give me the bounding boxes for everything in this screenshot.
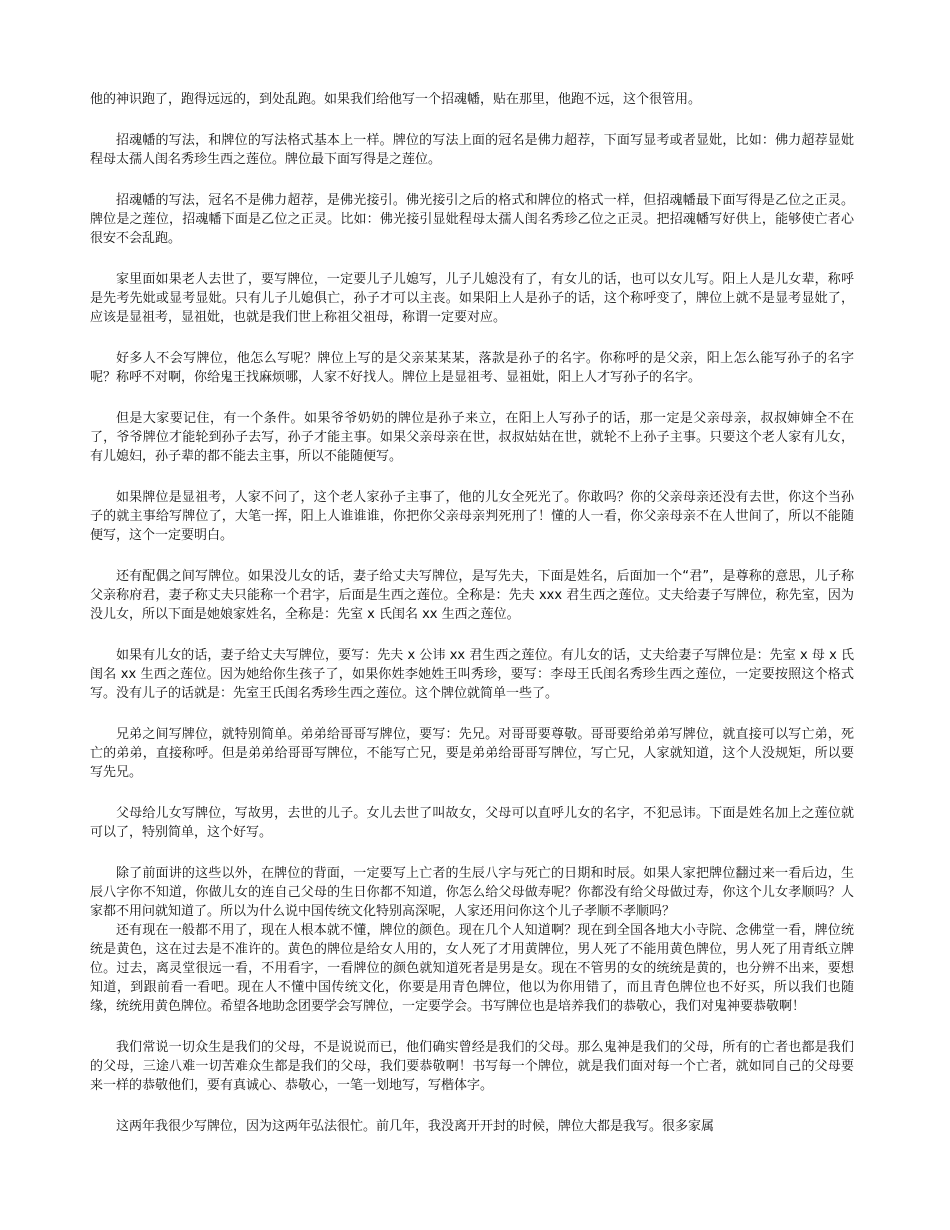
paragraph: 除了前面讲的这些以外，在牌位的背面，一定要写上亡者的生辰八字与死亡的日期和时辰。如果人家把牌位翻过来一看后边，生辰八字你不知道，你做儿女的连自己父母的生日你都不知道，你怎么给父母做寿呢？你都没有给父母做过寿，你这个儿女孝顺吗？人家都不用问就知道了。所以为什么说中国传统文化特别高深呢，人家还用问你这个儿子孝顺不孝顺吗？ [90, 866, 854, 919]
paragraph: 他的神识跑了，跑得远远的，到处乱跑。如果我们给他写一个招魂幡，贴在那里，他跑不远，这个很管用。 [90, 92, 702, 107]
paragraph: 兄弟之间写牌位，就特别简单。弟弟给哥哥写牌位，要写：先兄。对哥哥要尊敬。哥哥要给弟弟写牌位，就直接可以写亡弟，死亡的弟弟，直接称呼。但是弟弟给哥哥写牌位，不能写亡兄，要是弟弟给哥哥写牌位，写亡兄，人家就知道，这个人没规矩，所以要写先兄。 [90, 727, 854, 780]
paragraph: 还有配偶之间写牌位。如果没儿女的话，妻子给丈夫写牌位，是写先夫，下面是姓名，后面加一个“君”，是尊称的意思，儿子称父亲称府君，妻子称丈夫只能称一个君字，后面是生西之莲位。全称是：先夫 xxx 君生西之莲位。丈夫给妻子写牌位，称先室，因为没儿女，所以下面是她娘家姓名，全称是：先室 x 氏闺名 xx 生西之莲位。 [90, 569, 854, 622]
paragraph: 家里面如果老人去世了，要写牌位，一定要儿子儿媳写，儿子儿媳没有了，有女儿的话，也可以女儿写。阳上人是儿女辈，称呼是先考先妣或显考显妣。只有儿子儿媳俱亡，孙子才可以主丧。如果阳上人是孙子的话，这个称呼变了，牌位上就不是显考显妣了，应该是显祖考，显祖妣，也就是我们世上称祖父祖母，称谓一定要对应。 [90, 272, 854, 325]
paragraph: 如果有儿女的话，妻子给丈夫写牌位，要写：先夫 x 公讳 xx 君生西之莲位。有儿女的话，丈夫给妻子写牌位是：先室 x 母 x 氏闺名 xx 生西之莲位。因为她给你生孩子了，如果你姓李她姓王叫秀珍，要写：李母王氏闺名秀珍生西之莲位，一定要按照这个格式写。没有儿子的话就是：先室王氏闺名秀珍生西之莲位。这个牌位就简单一些了。 [90, 648, 854, 701]
paragraph: 我们常说一切众生是我们的父母，不是说说而已，他们确实曾经是我们的父母。那么鬼神是我们的父母，所有的亡者也都是我们的父母，三途八难一切苦难众生都是我们的父母，我们要恭敬啊！书写每一个牌位，就是我们面对每一个亡者，就如同自己的父母要来一样的恭敬他们，要有真诚心、恭敬心，一笔一划地写，写楷体字。 [90, 1040, 854, 1093]
paragraph: 如果牌位是显祖考，人家不问了，这个老人家孙子主事了，他的儿女全死光了。你敢吗？你的父亲母亲还没有去世，你这个当孙子的就主事给写牌位了，大笔一挥，阳上人谁谁谁，你把你父亲母亲判死刑了！懂的人一看，你父亲母亲不在人世间了，所以不能随便写，这个一定要明白。 [90, 490, 854, 543]
paragraph: 这两年我很少写牌位，因为这两年弘法很忙。前几年，我没离开开封的时候，牌位大都是我写。很多家属 [116, 1119, 715, 1134]
document-page [90, 90, 854, 1158]
paragraph: 父母给儿女写牌位，写故男，去世的儿子。女儿去世了叫故女，父母可以直呼儿女的名字，不犯忌讳。下面是姓名加上之莲位就可以了，特别简单，这个好写。 [90, 806, 854, 840]
paragraph: 好多人不会写牌位，他怎么写呢？牌位上写的是父亲某某某，落款是孙子的名字。你称呼的是父亲，阳上怎么能写孙子的名字呢？称呼不对啊，你给鬼王找麻烦哪，人家不好找人。牌位上是显祖考、显祖妣，阳上人才写孙子的名字。 [90, 351, 854, 385]
paragraph: 招魂幡的写法，冠名不是佛力超荐，是佛光接引。佛光接引之后的格式和牌位的格式一样，但招魂幡最下面写得是乙位之正灵。牌位是之莲位，招魂幡下面是乙位之正灵。比如：佛光接引显妣程母太孺人闺名秀珍乙位之正灵。把招魂幡写好供上，能够使亡者心很安不会乱跑。 [90, 193, 854, 246]
paragraph: 但是大家要记住，有一个条件。如果爷爷奶奶的牌位是孙子来立，在阳上人写孙子的话，那一定是父亲母亲，叔叔婶婶全不在了，爷爷牌位才能轮到孙子去写，孙子才能主事。如果父亲母亲在世，叔叔姑姑在世，就轮不上孙子主事。只要这个老人家有儿女，有儿媳妇，孙子辈的都不能去主事，所以不能随便写。 [90, 411, 854, 464]
paragraph: 还有现在一般都不用了，现在人根本就不懂，牌位的颜色。现在几个人知道啊？现在到全国各地大小寺院、念佛堂一看，牌位统统是黄色，这在过去是不准许的。黄色的牌位是给女人用的，女人死了才用黄牌位，男人死了不能用黄色牌位，男人死了用青纸立牌位。过去，离灵堂很远一看，不用看字，一看牌位的颜色就知道死者是男是女。现在不管男的女的统统是黄的，也分辨不出来，要想知道，到跟前看一看吧。现在人不懂中国传统文化，你要是用青色牌位，他以为你用错了，而且青色牌位也不好买，所以我们也随缘，统统用黄色牌位。希望各地助念团要学会写牌位，一定要学会。书写牌位也是培养我们的恭敬心，我们对鬼神要恭敬啊！ [90, 923, 854, 1014]
paragraph: 招魂幡的写法，和牌位的写法格式基本上一样。牌位的写法上面的冠名是佛力超荐，下面写显考或者显妣，比如：佛力超荐显妣程母太孺人闺名秀珍生西之莲位。牌位最下面写得是之莲位。 [90, 133, 854, 167]
